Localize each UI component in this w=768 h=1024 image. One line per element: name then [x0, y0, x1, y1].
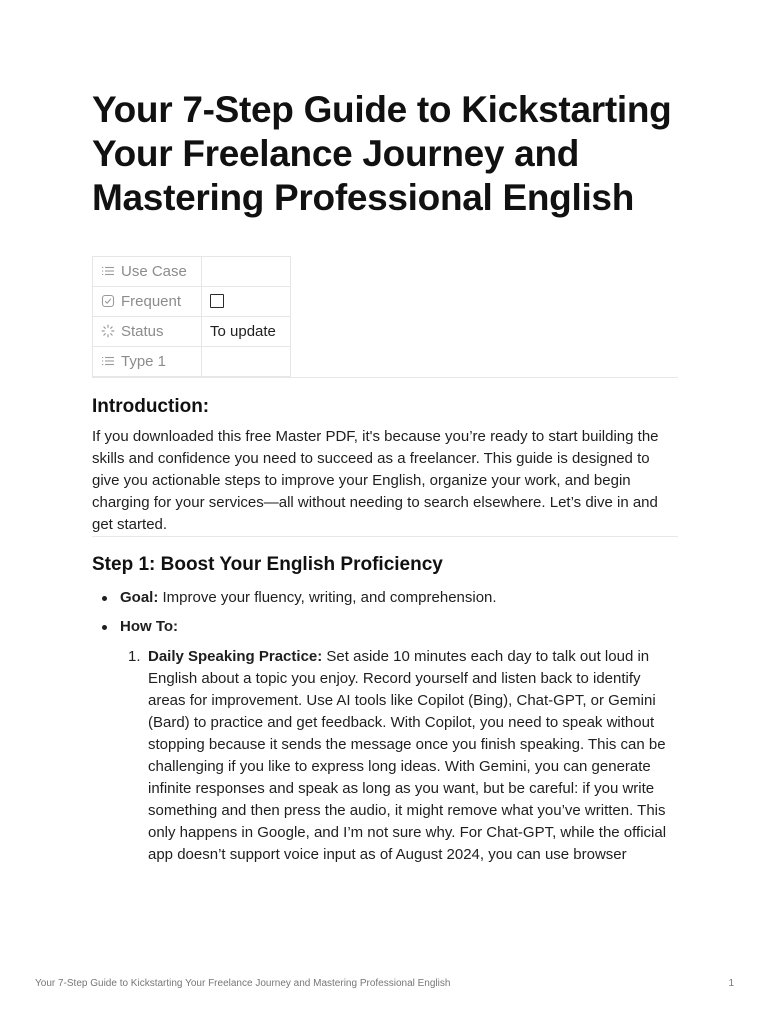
property-row-status[interactable]	[93, 317, 291, 347]
property-row-use-case[interactable]	[93, 257, 291, 287]
goal-label: Goal:	[120, 589, 159, 606]
introduction-heading: Introduction:	[92, 396, 210, 417]
status-value[interactable]: To update	[202, 317, 291, 347]
property-key-cell	[93, 347, 202, 377]
footer-running-title: Your 7-Step Guide to Kickstarting Your Freelance Journey and Mastering Professional English	[35, 978, 451, 989]
checkbox-property-icon	[101, 294, 115, 308]
status-icon	[101, 324, 115, 338]
property-key-cell	[93, 287, 202, 317]
goal-text: Improve your fluency, writing, and comprehension.	[158, 589, 497, 606]
property-key: Use Case	[121, 263, 187, 280]
howto-numbered-list	[92, 646, 678, 866]
introduction-text: If you downloaded this free Master PDF, it's because you’re ready to start building the skills and confidence you need to succeed as a freelancer. This guide is designed to give you actionable steps to improve your English, organize your work, and begin charging for your services—all without needing to search elsewhere. Let’s dive in and get started.	[92, 428, 659, 533]
frequent-checkbox[interactable]	[210, 294, 224, 308]
divider	[92, 377, 678, 378]
property-value[interactable]	[202, 257, 291, 287]
property-key-cell	[93, 257, 202, 287]
step-1-heading: Step 1: Boost Your English Proficiency	[92, 554, 443, 575]
list-item-number: 1.	[128, 648, 141, 665]
list-icon	[101, 264, 115, 278]
document-content	[92, 88, 678, 866]
property-key: Frequent	[121, 293, 182, 310]
page-title: Your 7-Step Guide to Kickstarting Your Freelance Journey and Mastering Professional English	[92, 89, 672, 218]
howto-label: How To:	[120, 618, 179, 635]
property-key: Type 1	[121, 353, 167, 370]
property-row-frequent[interactable]	[93, 287, 291, 317]
bullet-dot	[102, 596, 107, 601]
bullet-dot	[102, 625, 107, 630]
page-number: 1	[728, 978, 734, 989]
goal-item	[120, 587, 678, 609]
list-icon	[101, 354, 115, 368]
property-key: Status	[121, 323, 164, 340]
howto-item	[120, 616, 678, 638]
property-value-cell	[202, 287, 291, 317]
property-value[interactable]	[202, 347, 291, 377]
list-item-text: Set aside 10 minutes each day to talk out loud in English about a topic you enjoy. Record yourself and listen back to identify areas for improvement. Use AI tools like Copilot (Bing), Chat-GPT, or Gemini (Bard) to practice and get feedback. With Copilot, you need to speak without stopping because it sends the message once you finish speaking. This can be challenging if you like to express long ideas. With Gemini, you can generate infinite responses and speak as long as you want, but be careful: if you write something and then press the audio, it might remove what you’ve written. This only happens in Google, and I’m not sure why. For Chat-GPT, while the official app doesn’t support voice input as of August 2024, you can use browser	[148, 648, 667, 863]
properties-table	[92, 256, 291, 377]
divider	[92, 536, 678, 537]
property-key-cell	[93, 317, 202, 347]
list-item	[92, 646, 678, 866]
step-1-bullet-list	[92, 587, 678, 638]
list-item-label: Daily Speaking Practice:	[148, 648, 323, 665]
property-row-type-1[interactable]	[93, 347, 291, 377]
